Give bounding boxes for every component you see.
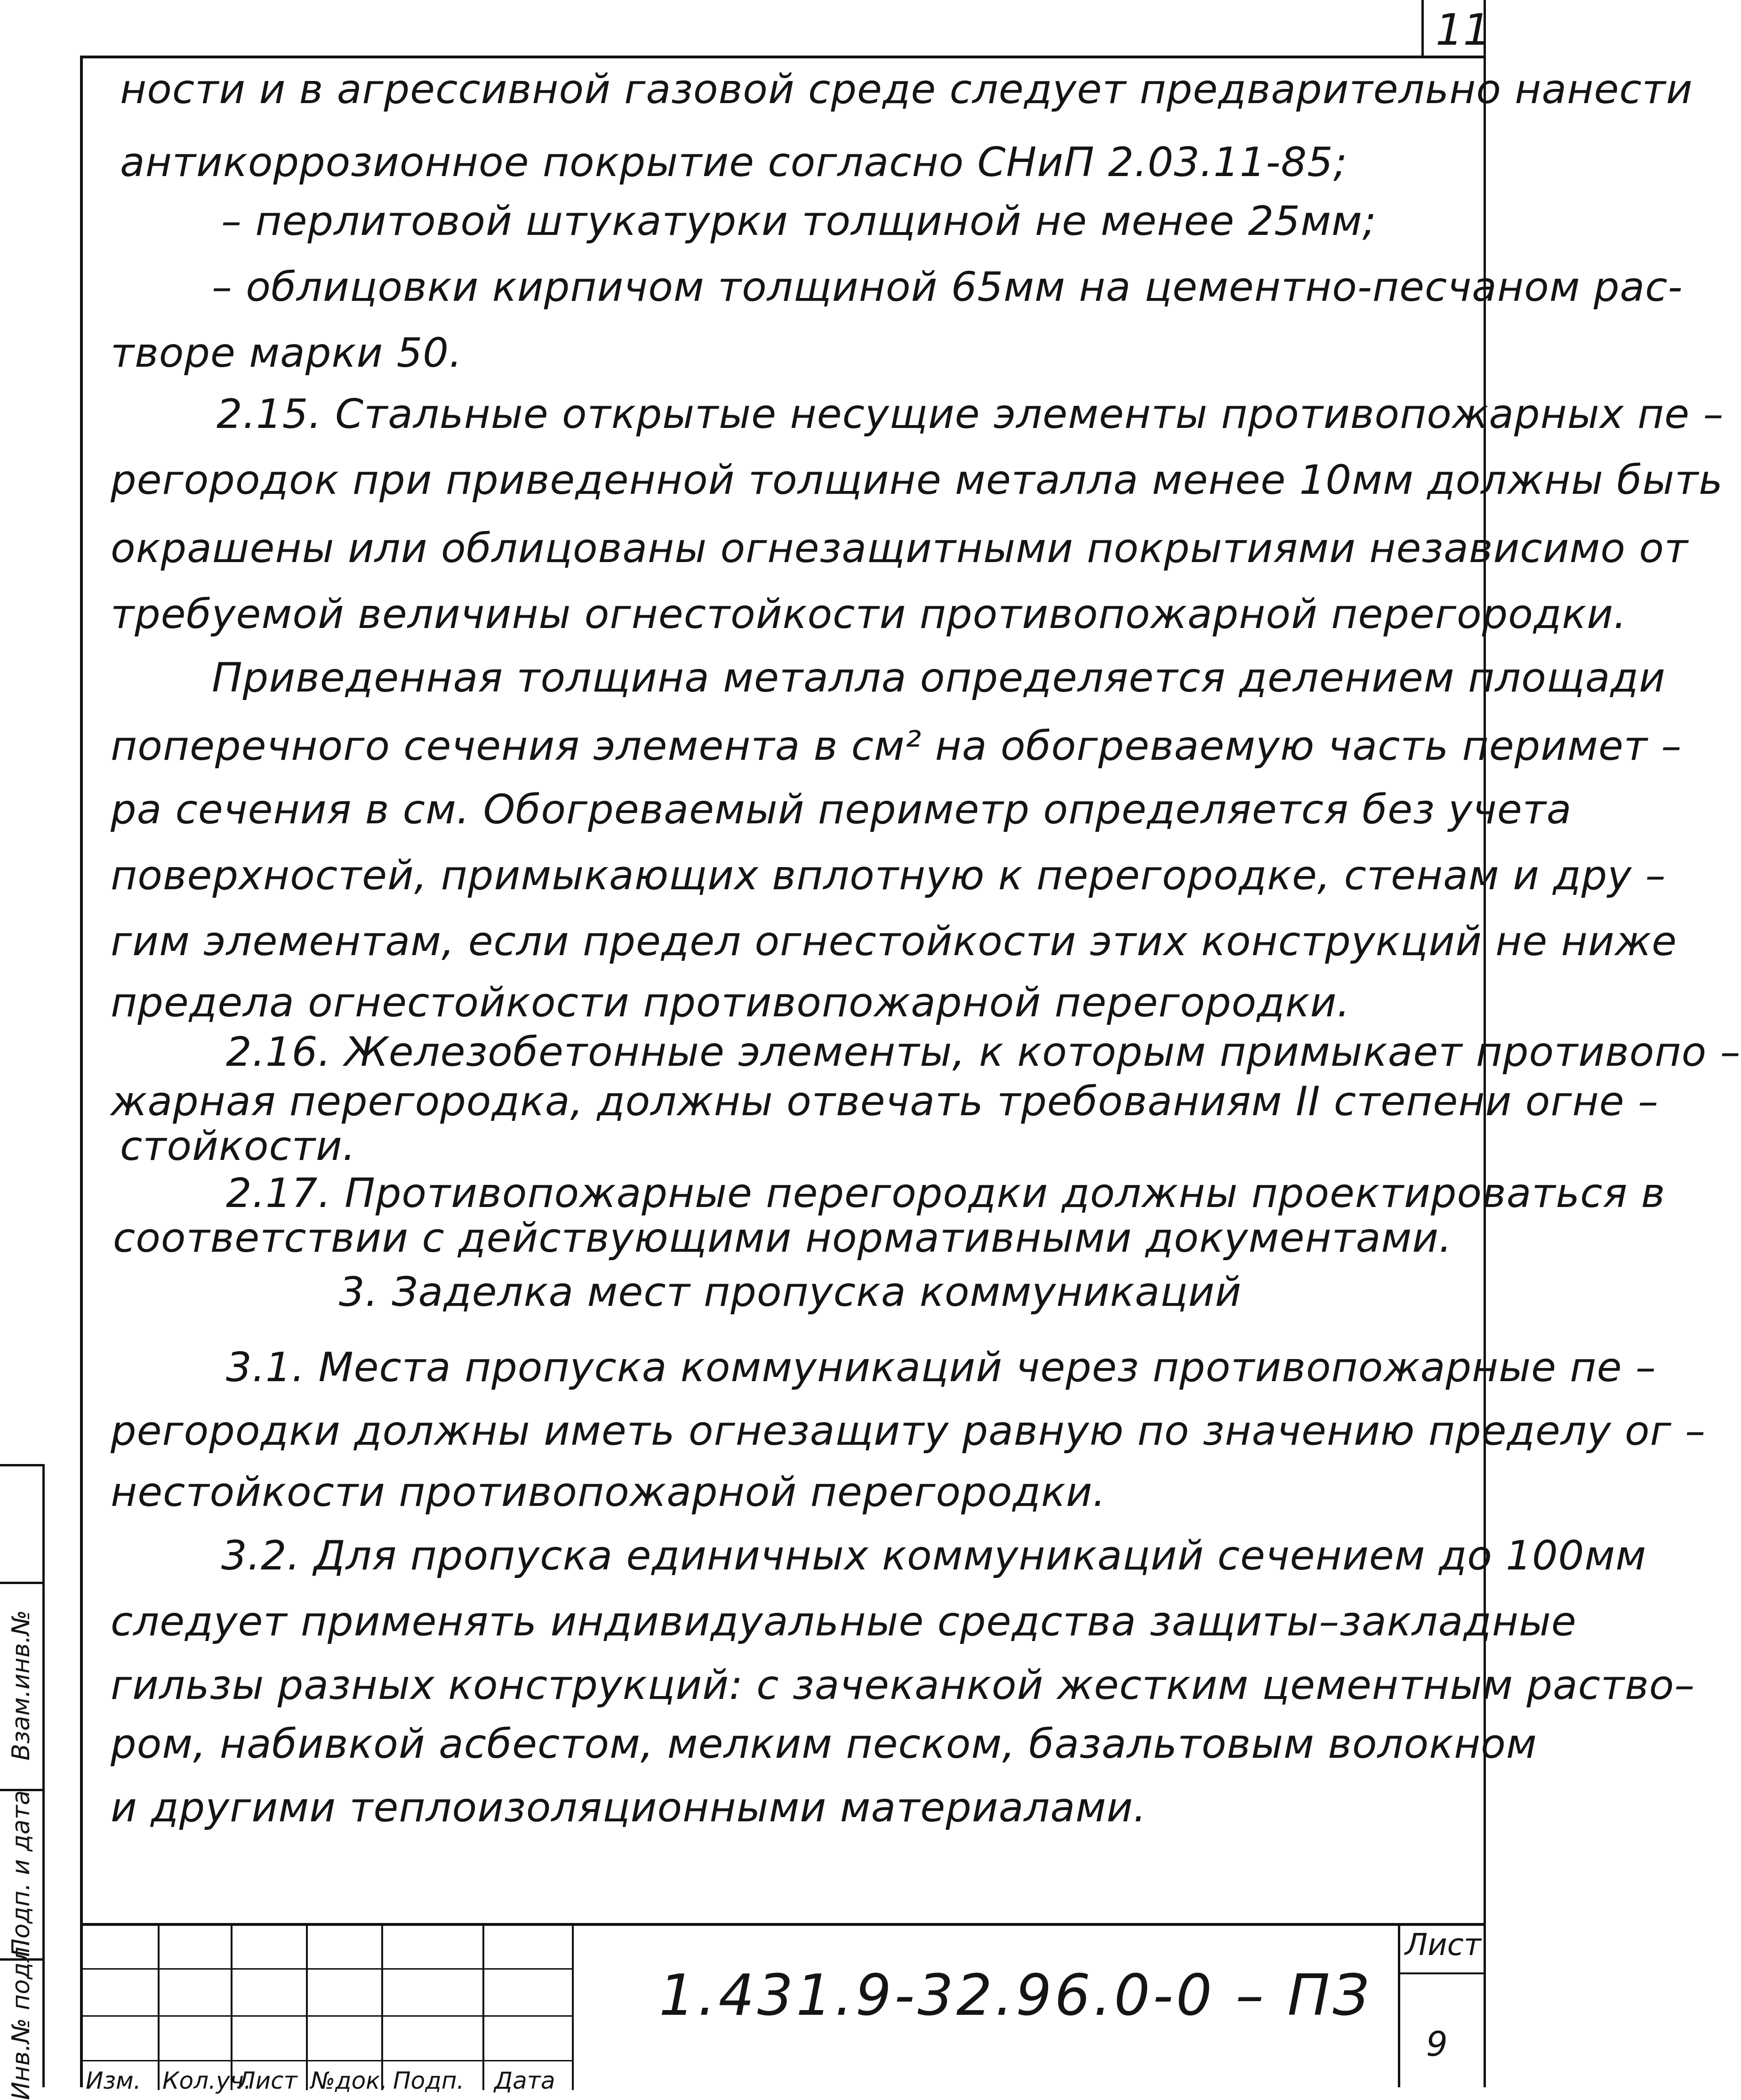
title-block-header-doc: №док.: [311, 2067, 388, 2094]
body-line: жарная перегородка, должны отвечать требованиям II степени огне –: [111, 1078, 1659, 1125]
body-line: регородок при приведенной толщине металла менее 10мм должны быть: [111, 457, 1723, 504]
binding-strip: [0, 1464, 45, 2100]
section-heading: 3. Заделка мест пропуска коммуникаций: [339, 1269, 1242, 1316]
body-line: следует применять индивидуальные средства защиты–закладные: [111, 1598, 1577, 1645]
title-block-row-line: [80, 2060, 572, 2061]
body-line: 2.16. Железобетонные элементы, к которым примыкает противопо –: [226, 1029, 1741, 1076]
body-line: поверхностей, примыкающих вплотную к перегородке, стенам и дру –: [111, 852, 1666, 899]
body-line: предела огнестойкости противопожарной перегородки.: [111, 979, 1350, 1026]
strip-divider: [0, 1582, 42, 1584]
body-line: ром, набивкой асбестом, мелким песком, базальтовым волокном: [111, 1721, 1537, 1768]
frame-top-border: [80, 56, 1485, 58]
title-block-col-line: [158, 1926, 160, 2090]
strip-divider: [0, 1464, 42, 1466]
title-block-col-line: [381, 1926, 383, 2090]
sheet-number: 9: [1426, 2024, 1448, 2064]
body-line: антикоррозионное покрытие согласно СНиП 2.03.11-85;: [120, 139, 1348, 186]
frame-left-border: [80, 56, 83, 2087]
body-line: окрашены или облицованы огнезащитными покрытиями независимо от: [111, 525, 1689, 572]
body-line: требуемой величины огнестойкости противопожарной перегородки.: [111, 591, 1627, 638]
strip-label-signature-date: Подп. и дата: [7, 1790, 35, 1957]
body-line: 3.1. Места пропуска коммуникаций через противопожарные пе –: [226, 1344, 1656, 1391]
body-line: гильзы разных конструкций: с зачеканкой жестким цементным раство–: [111, 1662, 1695, 1709]
body-line: нестойкости противопожарной перегородки.: [111, 1469, 1106, 1516]
body-line: регородки должны иметь огнезащиту равную по значению пределу ог –: [111, 1408, 1706, 1455]
title-block-col-line: [482, 1926, 484, 2090]
body-line: гим элементам, если предел огнестойкости этих конструкций не ниже: [111, 918, 1677, 965]
strip-label-replacement-inv: Взам.инв.№: [7, 1610, 35, 1761]
title-block-row-line: [80, 1968, 572, 1970]
title-block-row-line: [80, 2015, 572, 2017]
title-block-header-sheet: Лист: [238, 2067, 297, 2094]
sheet-label: Лист: [1405, 1928, 1482, 1963]
title-block-header-signature: Подп.: [393, 2067, 465, 2094]
body-line: 2.15. Стальные открытые несущие элементы противопожарных пе –: [217, 391, 1724, 438]
body-line: соответствии с действующими нормативными документами.: [113, 1215, 1452, 1262]
title-block-header-date: Дата: [494, 2067, 555, 2094]
title-block-col-line: [572, 1926, 574, 2090]
body-line: творе марки 50.: [111, 330, 463, 377]
body-line: – перлитовой штукатурки толщиной не менее 25мм;: [221, 198, 1377, 245]
title-block-col-line: [306, 1926, 308, 2090]
body-line: и другими теплоизоляционными материалами.: [111, 1784, 1147, 1831]
body-line: – облицовки кирпичом толщиной 65мм на цементно-песчаном рас-: [212, 264, 1683, 311]
body-line: 2.17. Противопожарные перегородки должны проектироваться в: [226, 1170, 1666, 1217]
body-line: стойкости.: [120, 1123, 356, 1170]
sheet-cell-divider: [1398, 1972, 1485, 1974]
document-designation: 1.431.9-32.96.0-0 – ПЗ: [659, 1963, 1372, 2028]
body-line: ности и в агрессивной газовой среде следует предварительно нанести: [120, 66, 1693, 113]
body-line: ра сечения в см. Обогреваемый периметр определяется без учета: [111, 786, 1572, 833]
page-number: 11: [1436, 5, 1491, 55]
title-block-header-qty: Кол.уч.: [162, 2067, 251, 2094]
body-line: 3.2. Для пропуска единичных коммуникаций сечением до 100мм: [221, 1532, 1647, 1579]
body-line: поперечного сечения элемента в см² на обогреваемую часть перимет –: [111, 723, 1682, 770]
title-block-header-change: Изм.: [86, 2067, 141, 2094]
title-block-col-line: [231, 1926, 233, 2090]
strip-label-inv-original: Инв.№ подл.: [7, 1939, 35, 2100]
body-line: Приведенная толщина металла определяется делением площади: [212, 654, 1666, 701]
